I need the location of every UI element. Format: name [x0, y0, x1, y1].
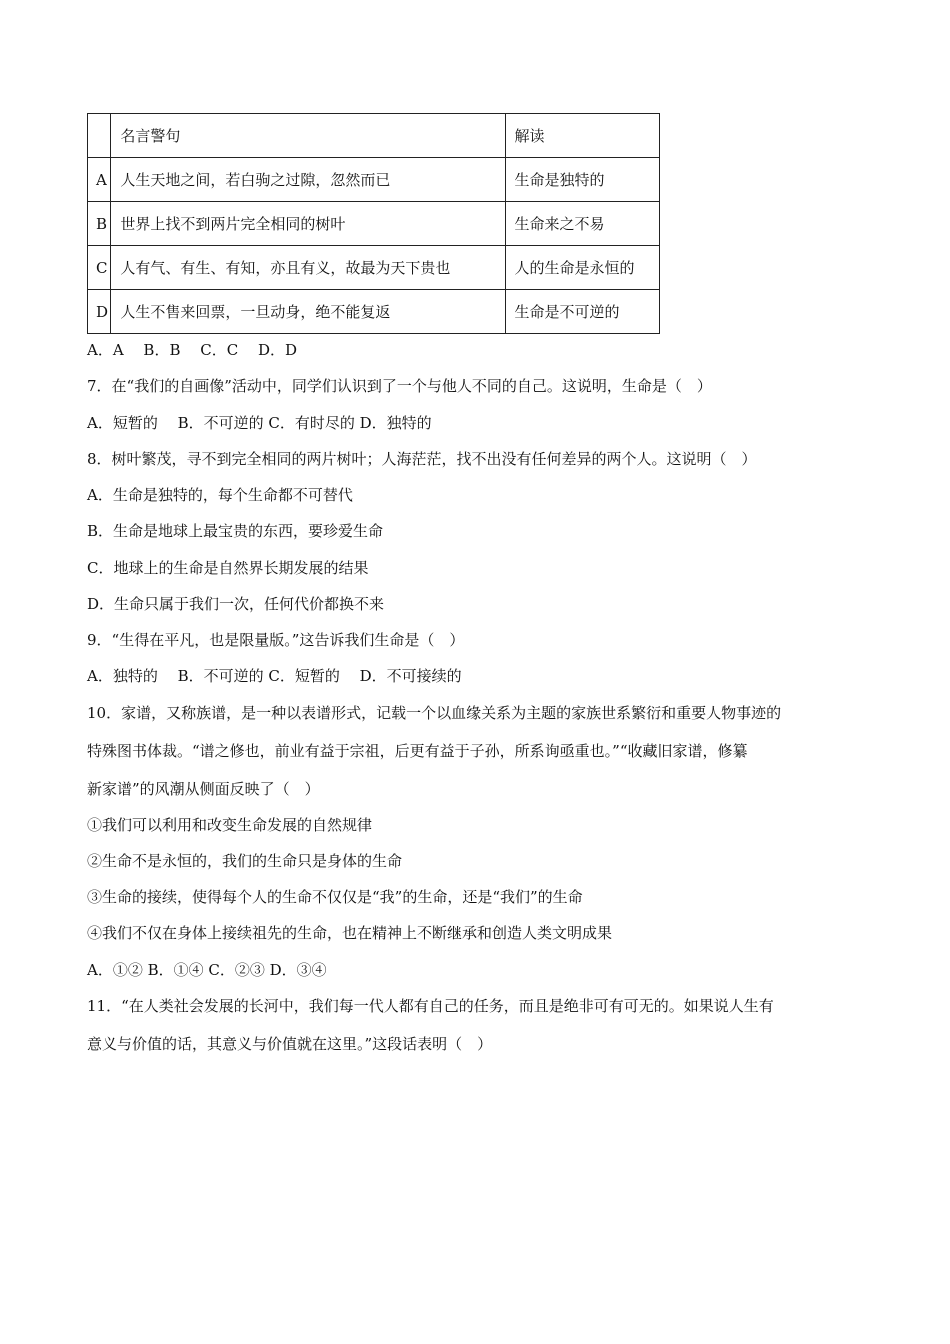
header-quote: 名言警句 [111, 114, 505, 158]
row-interpretation: 生命是独特的 [505, 158, 659, 202]
q10-options: A．①② B．①④ C．②③ D．③④ [87, 961, 327, 979]
q10-statement-4: ④我们不仅在身体上接续祖先的生命，也在精神上不断继承和创造人类文明成果 [87, 924, 613, 942]
header-interpretation: 解读 [505, 114, 659, 158]
q8-stem: 8．树叶繁茂，寻不到完全相同的两片树叶；人海茫茫，找不出没有任何差异的两个人。这说明（ ） [87, 450, 757, 468]
q10-statement-1: ①我们可以利用和改变生命发展的自然规律 [87, 816, 373, 834]
row-label: D [88, 290, 111, 334]
q9-stem: 9．“生得在平凡，也是限量版。”这告诉我们生命是（ ） [87, 631, 465, 649]
row-quote: 人生天地之间，若白驹之过隙，忽然而已 [111, 158, 505, 202]
row-interpretation: 人的生命是永恒的 [505, 246, 659, 290]
q6-options: A．A B．B C．C D．D [87, 341, 298, 359]
table-row [88, 158, 660, 202]
q10-stem-line3: 新家谱”的风潮从侧面反映了（ ） [87, 780, 320, 798]
q8-option-d: D．生命只属于我们一次，任何代价都换不来 [87, 595, 385, 613]
table-header-row [88, 114, 660, 158]
row-quote: 人有气、有生、有知，亦且有义，故最为天下贵也 [111, 246, 505, 290]
q10-stem-line2: 特殊图书体裁。“谱之修也，前业有益于宗祖，后更有益于子孙，所系询亟重也。”“收藏旧家谱，修纂 [87, 742, 748, 760]
q7-stem: 7．在“我们的自画像”活动中，同学们认识到了一个与他人不同的自己。这说明，生命是（ ） [87, 377, 712, 395]
row-interpretation: 生命来之不易 [505, 202, 659, 246]
q8-option-a: A．生命是独特的，每个生命都不可替代 [87, 486, 353, 504]
q10-statement-2: ②生命不是永恒的，我们的生命只是身体的生命 [87, 852, 403, 870]
header-blank [88, 114, 111, 158]
q11-stem-line1: 11．“在人类社会发展的长河中，我们每一代人都有自己的任务，而且是绝非可有可无的。如果说人生有 [87, 997, 774, 1015]
row-quote: 世界上找不到两片完全相同的树叶 [111, 202, 505, 246]
row-label: B [88, 202, 111, 246]
q7-options: A．短暂的 B．不可逆的 C．有时尽的 D．独特的 [87, 414, 432, 432]
row-label: C [88, 246, 111, 290]
q8-option-b: B．生命是地球上最宝贵的东西，要珍爱生命 [87, 522, 384, 540]
q9-options: A．独特的 B．不可逆的 C．短暂的 D．不可接续的 [87, 667, 462, 685]
quote-table [87, 113, 660, 334]
row-label: A [88, 158, 111, 202]
table-row [88, 202, 660, 246]
q11-stem-line2: 意义与价值的话，其意义与价值就在这里。”这段话表明（ ） [87, 1035, 493, 1053]
q10-statement-3: ③生命的接续，使得每个人的生命不仅仅是“我”的生命，还是“我们”的生命 [87, 888, 583, 906]
row-interpretation: 生命是不可逆的 [505, 290, 659, 334]
table-row [88, 246, 660, 290]
row-quote: 人生不售来回票，一旦动身，绝不能复返 [111, 290, 505, 334]
q8-option-c: C．地球上的生命是自然界长期发展的结果 [87, 559, 369, 577]
q10-stem-line1: 10．家谱，又称族谱，是一种以表谱形式，记载一个以血缘关系为主题的家族世系繁衍和重要人物事迹的 [87, 704, 782, 722]
table-row [88, 290, 660, 334]
